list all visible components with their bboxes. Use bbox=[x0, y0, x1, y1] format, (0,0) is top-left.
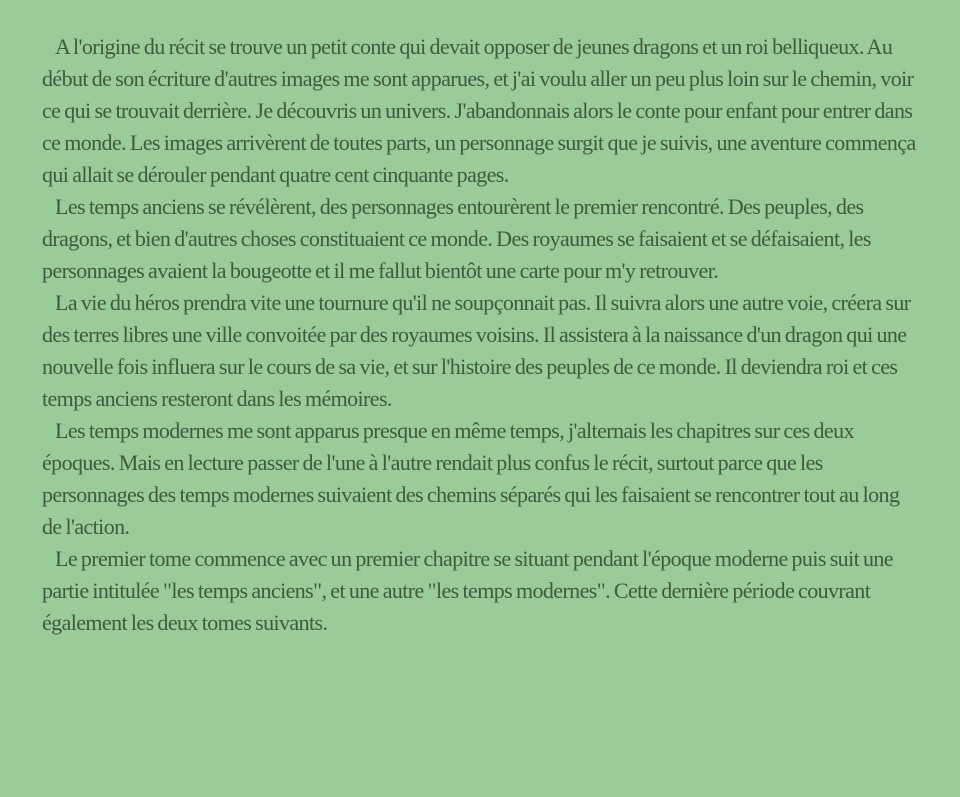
paragraph-ancient-times: Les temps anciens se révélèrent, des personnages entourèrent le premier rencontré. Des peuples, des dragons, et bien d'autres choses constituaient ce monde. Des royaumes se faisaient et se défaisaient, les personnages avaient la bougeotte et il me fallut bientôt une carte pour m'y retrouver. bbox=[42, 194, 871, 283]
paragraph-hero-life: La vie du héros prendra vite une tournure qu'il ne soupçonnait pas. Il suivra alors une autre voie, créera sur des terres libres une ville convoitée par des royaumes voisins. Il assistera à la naissance d'un dragon qui une nouvelle fois influera sur le cours de sa vie, et sur l'histoire des peuples de ce monde. Il deviendra roi et ces temps anciens resteront dans les mémoires. bbox=[42, 290, 911, 411]
article-body bbox=[42, 31, 922, 639]
paragraph-first-volume: Le premier tome commence avec un premier chapitre se situant pendant l'époque moderne puis suit une partie intitulée "les temps anciens", et une autre "les temps modernes". Cette dernière période couvrant également les deux tomes suivants. bbox=[42, 546, 893, 635]
paragraph-intro: A l'origine du récit se trouve un petit conte qui devait opposer de jeunes dragons et un roi belliqueux. Au début de son écriture d'autres images me sont apparues, et j'ai voulu aller un peu plus loin sur le chemin, voir ce qui se trouvait derrière. Je découvris un univers. J'abandonnais alors le conte pour enfant pour entrer dans ce monde. Les images arrivèrent de toutes parts, un personnage surgit que je suivis, une aventure commença qui allait se dérouler pendant quatre cent cinquante pages. bbox=[42, 34, 916, 187]
paragraph-modern-times: Les temps modernes me sont apparus presque en même temps, j'alternais les chapitres sur ces deux époques. Mais en lecture passer de l'une à l'autre rendait plus confus le récit, surtout parce que les personnages des temps modernes suivaient des chemins séparés qui les faisaient se rencontrer tout au long de l'action. bbox=[42, 418, 900, 539]
